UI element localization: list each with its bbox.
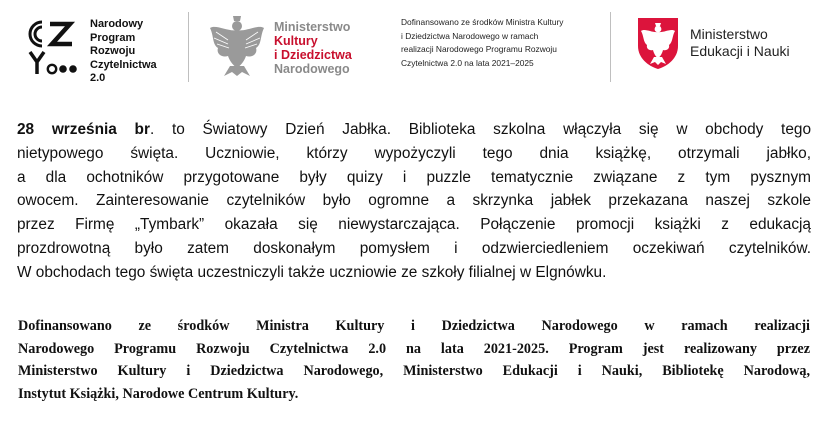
logo-divider [610,12,611,82]
funding-note-line: realizacji Narodowego Programu Rozwoju [401,44,557,55]
footer-line: Narodowego Programu Rozwoju Czytelnictwa 2.0 na lata 2021-2025. Program jest realizowany przez [18,340,810,357]
footer-line: Ministerstwo Kultury i Dziedzictwa Narodowego, Ministerstwo Edukacji i Nauki, Bibliotekę Narodową, [18,363,810,380]
men-line: Edukacji i Nauki [690,43,790,59]
article-line: owocem. Zainteresowanie czytelników było ogromne a skrzynka jabłek przekazana naszej szkole [17,192,811,210]
funding-note-line: Dofinansowano ze środków Ministra Kultury [401,17,564,27]
mkidn-line: Ministerstwo [274,20,351,34]
logo-header [0,0,828,95]
mkidn-line-accent: i Dziedzictwa [274,48,352,62]
eagle-shield-icon [636,16,680,70]
mkidn-logo [208,14,378,84]
footer-line: Dofinansowano ze środków Ministra Kultury i Dziedzictwa Narodowego w ramach realizacji [18,318,810,334]
mkidn-line: Narodowego [274,62,350,76]
footer-line: Instytut Książki, Narodowe Centrum Kultury. [18,385,299,402]
article-line [17,118,811,142]
nprc-line: Narodowy [90,18,144,30]
eagle-emblem-icon [208,14,266,78]
article-line: przez Firmę „Tymbark” okazała się niewystarczająca. Połączenie promocji książki z edukacją [17,216,811,234]
nprc-logo [28,14,178,84]
men-logo [636,14,816,78]
article-line: a dla ochotników przygotowane były quizy i puzzle tematycznie związane z tym pysznym [17,168,811,186]
funding-note [401,16,601,70]
article-line: prozdrowotną było zatem doskonałym pomysłem i odzwierciedleniem oczekiwań czytelników. [17,239,811,257]
article-text: . to Światowy Dzień Jabłka. Biblioteka szkolna włączyła się w obchody tego [149,121,811,138]
logo-divider [188,12,189,82]
article-date: 28 września br [17,121,150,138]
nprc-name [90,18,157,86]
funding-note-line: i Dziedzictwa Narodowego w ramach [401,30,539,41]
men-name [690,26,790,60]
nprc-line: 2.0 [90,72,106,84]
nprc-mark-icon [28,18,78,78]
article-body [17,118,811,285]
article-line: nietypowego święta. Uczniowie, którzy wypożyczyli tego dnia książkę, otrzymali jabłko, [17,144,811,162]
funding-note-line: Czytelnictwa 2.0 na lata 2021–2025 [401,57,534,68]
mkidn-name [274,20,352,76]
funding-footer [18,315,810,405]
nprc-line: Program [90,31,136,44]
men-line: Ministerstwo [690,26,768,42]
nprc-line: Rozwoju [90,45,136,57]
mkidn-line-accent: Kultury [274,34,318,48]
nprc-line: Czytelnictwa [90,58,157,71]
article-line: W obchodach tego święta uczestniczyli także uczniowie ze szkoły filialnej w Elgnówku. [17,263,607,281]
